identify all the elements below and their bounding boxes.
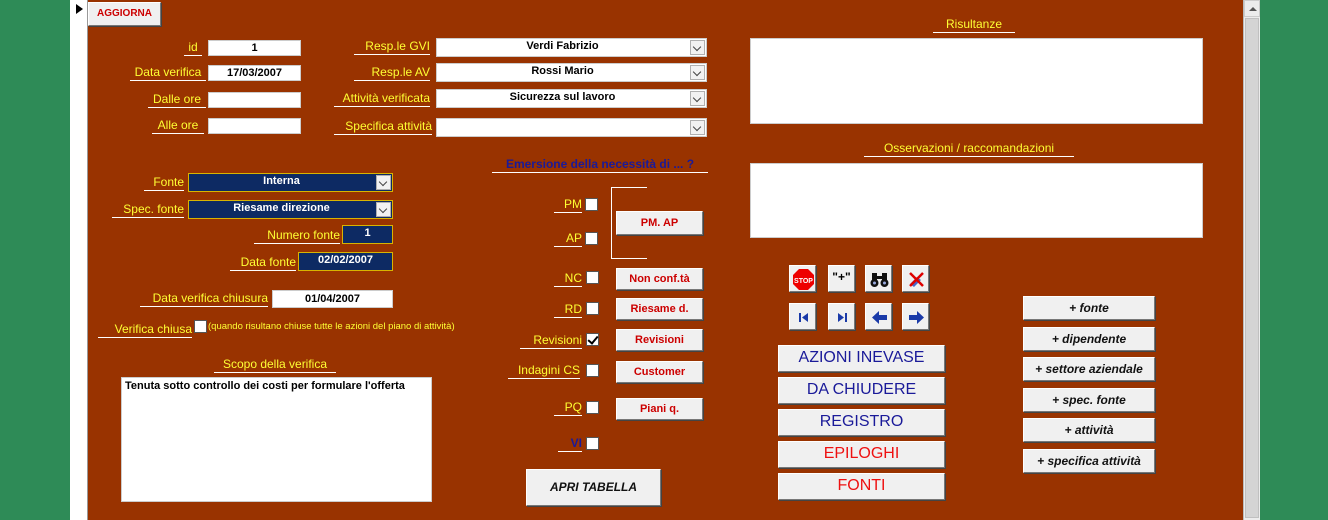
non-conformita-button[interactable]: Non conf.tà [616, 268, 703, 290]
previous-record-button[interactable] [865, 303, 892, 330]
customer-button[interactable]: Customer [616, 361, 703, 383]
specifica-attivita-combo[interactable] [436, 118, 707, 137]
alle-ore-label: Alle ore [152, 118, 204, 134]
last-record-icon [832, 307, 853, 328]
numero-fonte-field[interactable]: 1 [342, 225, 393, 244]
resp-gvi-label: Resp.le GVI [354, 39, 430, 55]
pq-label: PQ [554, 400, 582, 416]
data-verifica-field[interactable]: 17/03/2007 [208, 65, 301, 81]
scroll-thumb[interactable] [1245, 18, 1259, 518]
fonti-button[interactable]: FONTI [778, 473, 945, 500]
spec-fonte-value: Riesame direzione [233, 202, 330, 214]
fonte-combo[interactable] [188, 173, 393, 192]
pm-label: PM [554, 197, 582, 213]
osservazioni-textarea[interactable] [750, 163, 1203, 238]
da-chiudere-button[interactable]: DA CHIUDERE [778, 377, 945, 404]
data-chiusura-label: Data verifica chiusura [140, 291, 268, 307]
next-record-button[interactable] [902, 303, 929, 330]
nc-checkbox[interactable] [586, 271, 599, 284]
id-field[interactable]: 1 [208, 40, 301, 56]
dalle-ore-label: Dalle ore [148, 92, 206, 108]
attivita-verificata-label: Attività verificata [334, 91, 430, 107]
update-button[interactable]: AGGIORNA [88, 2, 161, 26]
find-button[interactable] [865, 265, 892, 292]
verifica-chiusa-note: (quando risultano chiuse tutte le azioni del piano di attività) [208, 321, 455, 332]
riesame-button[interactable]: Riesame d. [616, 298, 703, 320]
dalle-ore-field[interactable] [208, 92, 301, 108]
vi-label: VI [558, 436, 582, 452]
revisioni-button[interactable]: Revisioni [616, 329, 703, 351]
resp-av-value: Rossi Mario [531, 65, 594, 77]
rd-checkbox[interactable] [586, 302, 599, 315]
specifica-attivita-label: Specifica attività [334, 119, 432, 135]
last-record-button[interactable] [828, 303, 855, 330]
add-specifica-attivita-button[interactable]: + specifica attività [1023, 449, 1155, 473]
azioni-inevase-button[interactable]: AZIONI INEVASE [778, 345, 945, 372]
record-selector[interactable] [70, 0, 88, 520]
apri-tabella-button[interactable]: APRI TABELLA [526, 469, 661, 506]
data-chiusura-field[interactable]: 01/04/2007 [272, 290, 393, 308]
chevron-down-icon[interactable] [690, 120, 705, 135]
chevron-down-icon[interactable] [690, 65, 705, 80]
resp-gvi-combo[interactable] [436, 38, 707, 57]
delete-record-button[interactable] [902, 265, 929, 292]
revisioni-label: Revisioni [520, 333, 582, 349]
id-label: id [184, 40, 202, 56]
resp-av-combo[interactable] [436, 63, 707, 82]
stop-button[interactable] [789, 265, 816, 292]
pq-checkbox[interactable] [586, 401, 599, 414]
delete-record-icon [906, 269, 927, 290]
previous-record-icon [869, 307, 890, 328]
indagini-cs-checkbox[interactable] [586, 364, 599, 377]
verifica-chiusa-label: Verifica chiusa [98, 322, 192, 338]
chevron-down-icon[interactable] [376, 175, 391, 190]
fonte-label: Fonte [144, 175, 184, 191]
scroll-up-icon[interactable] [1244, 0, 1260, 17]
stop-icon [793, 269, 814, 290]
attivita-verificata-value: Sicurezza sul lavoro [509, 91, 616, 103]
data-fonte-label: Data fonte [230, 255, 296, 271]
piani-q-button[interactable]: Piani q. [616, 398, 703, 420]
data-verifica-label: Data verifica [130, 65, 206, 81]
rd-label: RD [554, 302, 582, 318]
next-record-icon [906, 307, 927, 328]
risultanze-textarea[interactable] [750, 38, 1203, 124]
svg-text:STOP: STOP [794, 278, 813, 285]
risultanze-label: Risultanze [933, 17, 1015, 33]
emersione-title: Emersione della necessità di ... ? [492, 157, 708, 173]
add-settore-aziendale-button[interactable]: + settore aziendale [1023, 357, 1155, 381]
add-spec-fonte-button[interactable]: + spec. fonte [1023, 388, 1155, 412]
chevron-down-icon[interactable] [690, 91, 705, 106]
numero-fonte-label: Numero fonte [254, 228, 340, 244]
nc-label: NC [554, 271, 582, 287]
current-record-icon [76, 4, 83, 14]
osservazioni-label: Osservazioni / raccomandazioni [864, 141, 1074, 157]
verifica-chiusa-checkbox[interactable] [194, 320, 207, 333]
spec-fonte-combo[interactable] [188, 200, 393, 219]
attivita-verificata-combo[interactable] [436, 89, 707, 108]
vi-checkbox[interactable] [586, 437, 599, 450]
spec-fonte-label: Spec. fonte [112, 202, 184, 218]
add-fonte-button[interactable]: + fonte [1023, 296, 1155, 320]
ap-label: AP [554, 231, 582, 247]
resp-av-label: Resp.le AV [354, 65, 430, 81]
chevron-down-icon[interactable] [376, 202, 391, 217]
chevron-down-icon[interactable] [690, 40, 705, 55]
scopo-label: Scopo della verifica [214, 357, 336, 373]
alle-ore-field[interactable] [208, 118, 301, 134]
add-dipendente-button[interactable]: + dipendente [1023, 327, 1155, 351]
new-record-button[interactable] [828, 265, 855, 292]
resp-gvi-value: Verdi Fabrizio [526, 40, 599, 52]
first-record-button[interactable] [789, 303, 816, 330]
revisioni-checkbox[interactable] [586, 333, 599, 346]
registro-button[interactable]: REGISTRO [778, 409, 945, 436]
pm-ap-button[interactable]: PM. AP [616, 211, 703, 235]
ap-checkbox[interactable] [585, 232, 598, 245]
epiloghi-button[interactable]: EPILOGHI [778, 441, 945, 468]
binoculars-icon [869, 269, 890, 290]
pm-checkbox[interactable] [585, 198, 598, 211]
new-record-icon: "+" [832, 270, 851, 284]
fonte-value: Interna [263, 175, 300, 187]
scopo-textarea[interactable]: Tenuta sotto controllo dei costi per formulare l'offerta [121, 377, 432, 502]
form-detail [88, 0, 1243, 520]
first-record-icon [793, 307, 814, 328]
indagini-cs-label: Indagini CS [508, 363, 580, 379]
add-attivita-button[interactable]: + attività [1023, 418, 1155, 442]
vertical-scrollbar[interactable] [1243, 0, 1260, 520]
data-fonte-field[interactable]: 02/02/2007 [298, 252, 393, 271]
